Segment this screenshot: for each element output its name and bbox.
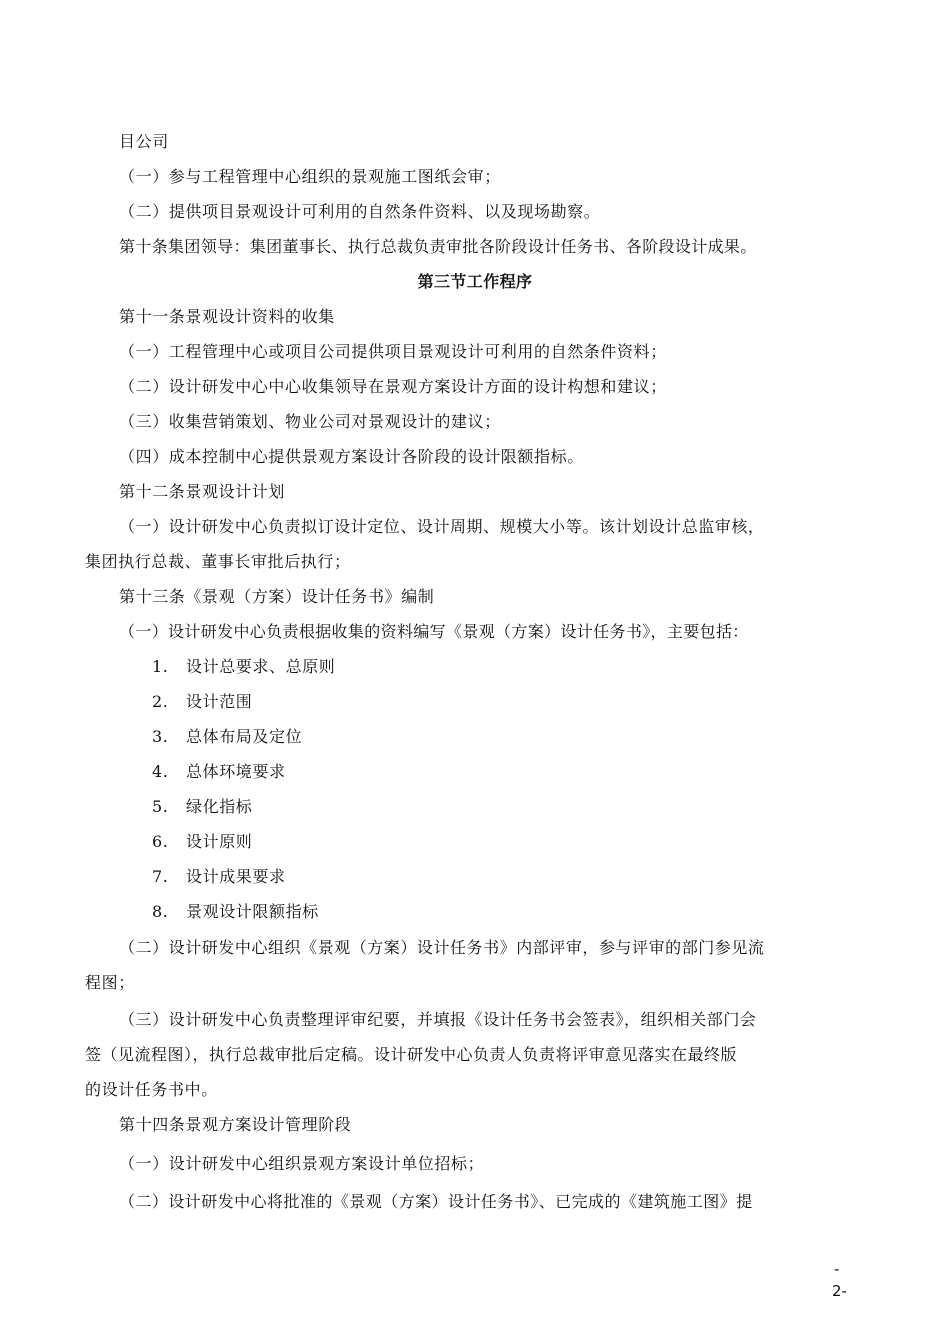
list-item [152,901,319,923]
text-line: （一）工程管理中心或项目公司提供项目景观设计可利用的自然条件资料； [119,342,667,361]
text-line: 第十三条《景观（方案）设计任务书》编制 [119,587,435,606]
text-line: （二）提供项目景观设计可利用的自然条件资料、以及现场勘察。 [119,202,601,221]
list-item [152,761,286,783]
list-number: 3. [152,727,169,746]
text-line: （三）收集营销策划、物业公司对景观设计的建议； [119,412,501,431]
list-text: 绿化指标 [186,797,253,816]
list-item [152,656,335,678]
text-line: 程图； [85,973,135,992]
text-line: 第十条集团领导：集团董事长、执行总裁负责审批各阶段设计任务书、各阶段设计成果。 [119,237,757,256]
text-line: （一）设计研发中心负责根据收集的资料编写《景观（方案）设计任务书》，主要包括： [119,622,749,641]
list-item [152,866,286,888]
page-number: 2- [832,1282,847,1300]
list-text: 设计原则 [186,832,253,851]
text-line: （一）参与工程管理中心组织的景观施工图纸会审； [119,167,501,186]
list-text: 设计总要求、总原则 [186,657,336,676]
list-number: 4. [152,762,169,781]
text-line: （二）设计研发中心中心收集领导在景观方案设计方面的设计构想和建议； [119,377,667,396]
text-line: （二）设计研发中心将批准的《景观（方案）设计任务书》、已完成的《建筑施工图》提 [119,1192,753,1211]
text-line: （一）设计研发中心组织景观方案设计单位招标； [119,1154,485,1173]
list-item [152,691,252,713]
list-number: 2. [152,692,169,711]
text-line: （三）设计研发中心负责整理评审纪要，并填报《设计任务书会签表》，组织相关部门会 [119,1010,757,1029]
text-line: 第十二条景观设计计划 [119,482,286,501]
list-text: 设计成果要求 [186,867,286,886]
text-line: 签（见流程图），执行总裁审批后定稿。设计研发中心负责人负责将评审意见落实在最终版 [85,1045,738,1064]
text-line: 第十四条景观方案设计管理阶段 [119,1115,352,1134]
list-item [152,796,252,818]
list-text: 景观设计限额指标 [186,902,319,921]
text-line: 目公司 [119,132,169,151]
list-item [152,726,302,748]
text-line: 集团执行总裁、董事长审批后执行； [85,552,351,571]
page-number-dash: - [834,1260,840,1278]
text-line: （四）成本控制中心提供景观方案设计各阶段的设计限额指标。 [119,447,584,466]
list-number: 5. [152,797,169,816]
text-line: （二）设计研发中心组织《景观（方案）设计任务书》内部评审，参与评审的部门参见流 [119,938,765,957]
list-text: 设计范围 [186,692,253,711]
list-number: 1. [152,657,169,676]
list-text: 总体环境要求 [186,762,286,781]
list-number: 6. [152,832,169,851]
list-item [152,831,252,853]
text-line: 第十一条景观设计资料的收集 [119,307,335,326]
text-line: 的设计任务书中。 [85,1080,218,1099]
text-line: （一）设计研发中心负责拟订设计定位、设计周期、规模大小等。该计划设计总监审核， [119,517,765,536]
list-text: 总体布局及定位 [186,727,303,746]
section-heading: 第三节工作程序 [417,272,533,291]
list-number: 8. [152,902,169,921]
list-number: 7. [152,867,169,886]
